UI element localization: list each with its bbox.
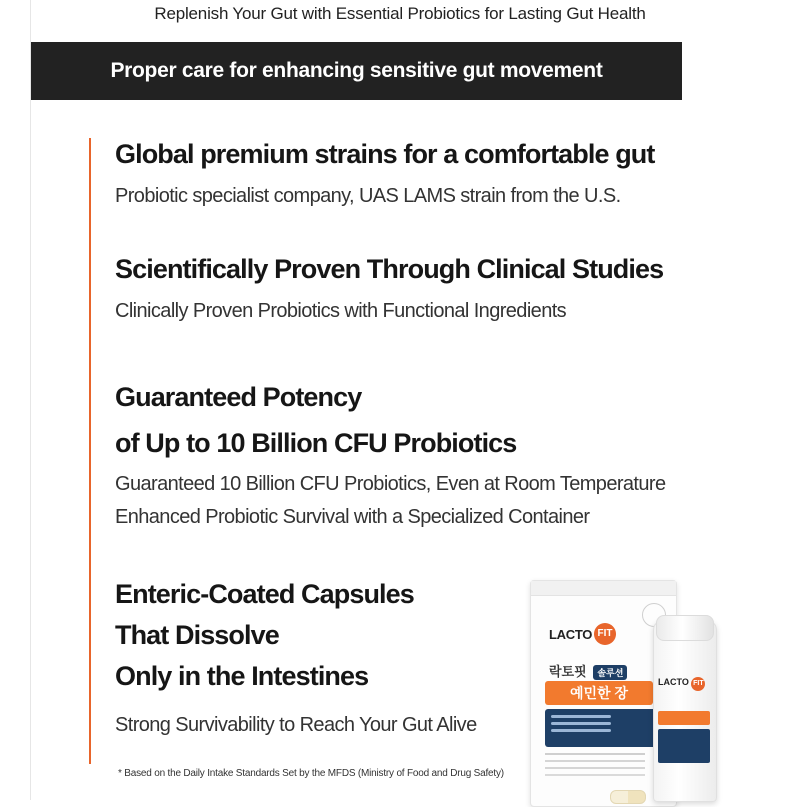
product-box-fine-print — [545, 753, 645, 755]
product-box-info-lines — [551, 715, 611, 718]
banner — [31, 42, 682, 100]
section-subtitle: Strong Survivability to Reach Your Gut Alive — [115, 714, 477, 736]
product-box-info-panel — [545, 709, 665, 747]
capsule-icon — [610, 790, 646, 804]
section-clinical-studies — [115, 253, 663, 328]
product-korean-name-text: 락토핏 — [549, 664, 587, 679]
product-box-top — [531, 581, 676, 596]
product-korean-name — [549, 661, 627, 680]
banner-text: Proper care for enhancing sensitive gut movement — [110, 59, 603, 82]
section-title-line: Only in the Intestines — [115, 661, 369, 691]
product-brand-logo — [549, 623, 616, 645]
section-subtitle-line: Guaranteed 10 Billion CFU Probiotics, Even at Room Temperature — [115, 473, 666, 495]
bottle-highlight-label — [658, 711, 710, 725]
section-title-line: That Dissolve — [115, 620, 279, 650]
brand-text: LACTO — [549, 626, 593, 642]
section-guaranteed-potency — [115, 374, 666, 534]
page-headline: Replenish Your Gut with Essential Probiotics for Lasting Gut Health — [154, 4, 646, 23]
section-title-line: of Up to 10 Billion CFU Probiotics — [115, 428, 517, 458]
section-title: Global premium strains for a comfortable gut — [115, 139, 655, 169]
section-subtitle-line: Enhanced Probiotic Survival with a Specialized Container — [115, 506, 590, 528]
page-left-rule — [30, 0, 31, 800]
product-korean-highlight: 예민한 장 — [545, 681, 653, 705]
product-bottle — [653, 620, 717, 802]
section-title-line: Enteric-Coated Capsules — [115, 579, 414, 609]
section-subtitle: Probiotic specialist company, UAS LAMS strain from the U.S. — [115, 185, 621, 207]
brand-fit-mark: FIT — [594, 623, 616, 645]
bottle-fit-mark: FIT — [691, 677, 705, 691]
bottle-brand-text: LACTO — [658, 677, 689, 687]
section-enteric-capsules — [115, 574, 477, 742]
product-image — [525, 575, 785, 800]
bottle-brand-logo — [658, 677, 705, 691]
footnote: * Based on the Daily Intake Standards Set by the MFDS (Ministry of Food and Drug Safety) — [118, 768, 504, 779]
section-title-line: Guaranteed Potency — [115, 382, 362, 412]
section-subtitle: Clinically Proven Probiotics with Functional Ingredients — [115, 300, 567, 322]
accent-vertical-line — [89, 138, 91, 764]
section-premium-strains — [115, 138, 655, 213]
section-title: Scientifically Proven Through Clinical Studies — [115, 254, 664, 284]
bottle-info-panel — [658, 729, 710, 763]
product-korean-tag: 솔루션 — [593, 665, 627, 680]
bottle-cap — [656, 615, 714, 641]
